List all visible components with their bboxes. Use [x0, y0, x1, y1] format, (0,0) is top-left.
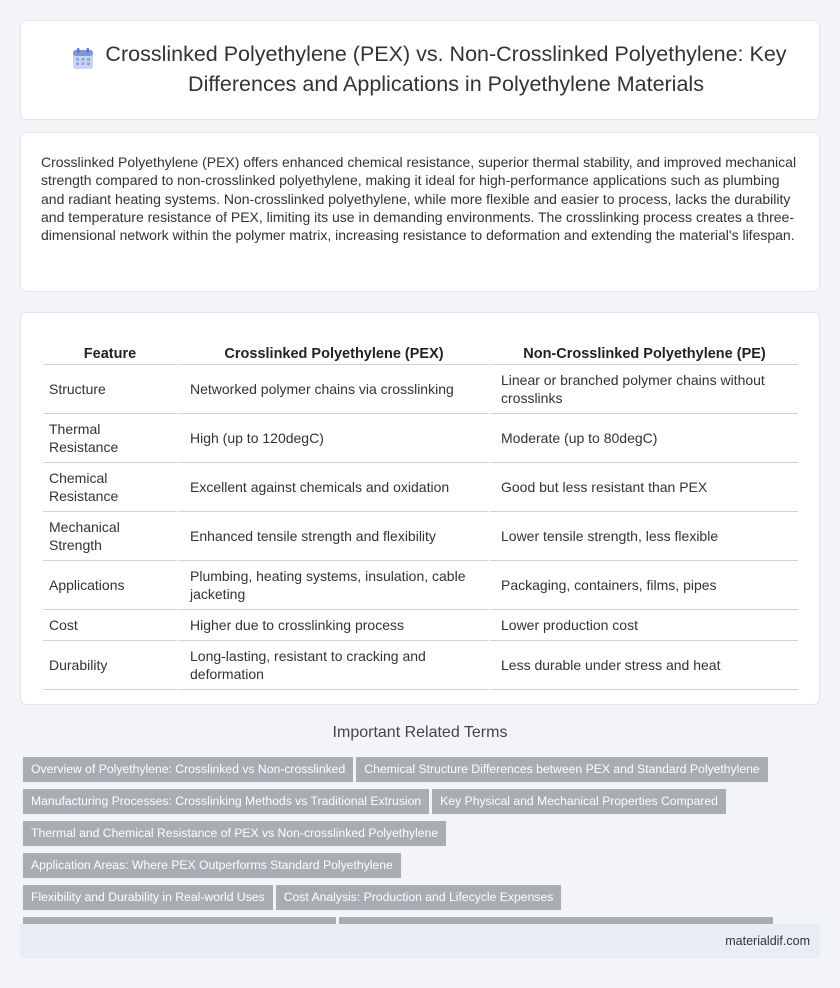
cell-pe: Lower tensile strength, less flexible: [488, 512, 798, 561]
footer-site-link[interactable]: materialdif.com: [725, 934, 810, 948]
related-term-tag[interactable]: Flexibility and Durability in Real-world Uses: [23, 885, 273, 910]
header-feature: Feature: [43, 333, 177, 365]
cell-pex: Enhanced tensile strength and flexibility: [177, 512, 488, 561]
related-term-tag[interactable]: Key Physical and Mechanical Properties Compared: [432, 789, 726, 814]
cell-feature: Applications: [43, 561, 177, 610]
cell-pe: Less durable under stress and heat: [488, 641, 798, 690]
cell-pe: Good but less resistant than PEX: [488, 463, 798, 512]
cell-feature: Thermal Resistance: [43, 414, 177, 463]
cell-pe: Moderate (up to 80degC): [488, 414, 798, 463]
related-term-tag[interactable]: Manufacturing Processes: Crosslinking Methods vs Traditional Extrusion: [23, 789, 429, 814]
page-title: Crosslinked Polyethylene (PEX) vs. Non-Crosslinked Polyethylene: Key Differences and Applications in Polyethylene Materials: [105, 42, 787, 96]
cell-pe: Lower production cost: [488, 610, 798, 641]
cell-pex: Higher due to crosslinking process: [177, 610, 488, 641]
header-pex: Crosslinked Polyethylene (PEX): [177, 333, 488, 365]
related-term-tag[interactable]: Thermal and Chemical Resistance of PEX vs Non-crosslinked Polyethylene: [23, 821, 446, 846]
table-row: [43, 610, 798, 641]
cell-feature: Durability: [43, 641, 177, 690]
related-terms-list: [23, 757, 823, 949]
related-term-tag[interactable]: Chemical Structure Differences between PEX and Standard Polyethylene: [356, 757, 767, 782]
related-term-tag[interactable]: Overview of Polyethylene: Crosslinked vs Non-crosslinked: [23, 757, 353, 782]
table-header-row: [43, 333, 798, 365]
table-row: [43, 463, 798, 512]
table-row: [43, 365, 798, 414]
cell-pe: Linear or branched polymer chains without crosslinks: [488, 365, 798, 414]
table-row: [43, 512, 798, 561]
related-term-tag[interactable]: Cost Analysis: Production and Lifecycle Expenses: [276, 885, 562, 910]
cell-feature: Structure: [43, 365, 177, 414]
intro-paragraph: Crosslinked Polyethylene (PEX) offers enhanced chemical resistance, superior thermal stability, and improved mechanical strength compared to non-crosslinked polyethylene, making it ideal for high-performance applications such as plumbing and radiant heating systems. Non-crosslinked polyethylene, while more flexible and easier to process, lacks the durability and temperature resistance of PEX, limiting its use in demanding environments. The crosslinking process creates a three-dimensional network within the polymer matrix, increasing resistance to deformation and extending the material's lifespan.: [41, 154, 797, 244]
cell-feature: Chemical Resistance: [43, 463, 177, 512]
cell-pex: High (up to 120degC): [177, 414, 488, 463]
cell-feature: Mechanical Strength: [43, 512, 177, 561]
related-terms-title: Important Related Terms: [332, 724, 508, 741]
cell-pex: Long-lasting, resistant to cracking and deformation: [177, 641, 488, 690]
table-row: [43, 414, 798, 463]
related-term-tag[interactable]: Application Areas: Where PEX Outperforms Standard Polyethylene: [23, 853, 401, 878]
intro-card: [20, 132, 820, 292]
calendar-icon: [71, 47, 95, 71]
footer: [20, 924, 820, 958]
comparison-table-card: [20, 312, 820, 705]
table-row: [43, 561, 798, 610]
cell-feature: Cost: [43, 610, 177, 641]
cell-pe: Packaging, containers, films, pipes: [488, 561, 798, 610]
cell-pex: Plumbing, heating systems, insulation, cable jacketing: [177, 561, 488, 610]
header-card: [20, 20, 820, 120]
comparison-table: [43, 333, 798, 690]
table-row: [43, 641, 798, 690]
cell-pex: Networked polymer chains via crosslinking: [177, 365, 488, 414]
cell-pex: Excellent against chemicals and oxidation: [177, 463, 488, 512]
header-pe: Non-Crosslinked Polyethylene (PE): [488, 333, 798, 365]
